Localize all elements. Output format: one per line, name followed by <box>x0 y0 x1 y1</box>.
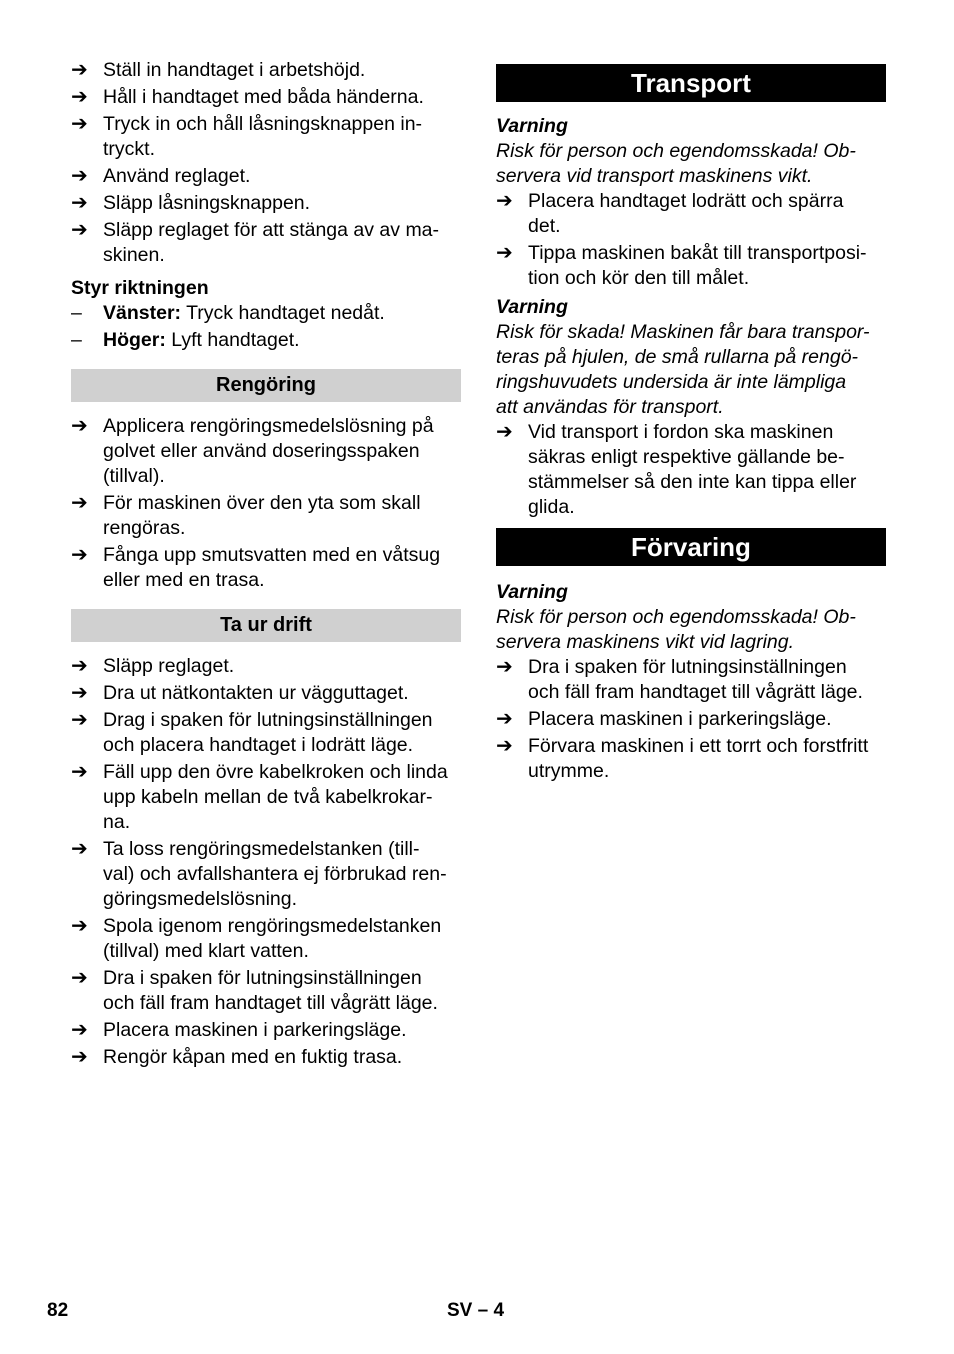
list-item <box>71 543 461 593</box>
arrow-icon: ➔ <box>496 421 513 443</box>
list-item <box>71 164 461 189</box>
shutdown-heading: Ta ur drift <box>71 609 461 642</box>
arrow-icon: ➔ <box>71 761 88 783</box>
list-item <box>71 681 461 706</box>
list-item-text: Tryck in och håll låsningsknappen in- tryckt. <box>103 113 423 160</box>
list-item <box>71 708 461 758</box>
list-item <box>71 1018 461 1043</box>
list-item-text: Drag i spaken för lutningsinställningen och placera handtaget i lodrätt läge. <box>103 709 433 756</box>
list-item-text: Dra i spaken för lutningsinställningen och fäll fram handtaget till vågrätt läge. <box>103 967 438 1014</box>
list-item-text: Dra i spaken för lutningsinställningen och fäll fram handtaget till vågrätt läge. <box>528 656 863 703</box>
storage-heading: Förvaring <box>496 528 886 566</box>
list-item <box>496 189 886 239</box>
list-item-text: Ställ in handtaget i arbetshöjd. <box>103 59 366 81</box>
dash-icon: – <box>71 302 82 324</box>
list-item-text: Släpp låsningsknappen. <box>103 192 311 214</box>
arrow-icon: ➔ <box>71 838 88 860</box>
warning-text: Risk för person och egendomsskada! Ob- servera maskinens vikt vid lagring. <box>496 606 856 653</box>
list-item <box>71 191 461 216</box>
arrow-icon: ➔ <box>71 86 88 108</box>
arrow-icon: ➔ <box>71 544 88 566</box>
list-item-text: Spola igenom rengöringsmedelstanken (tillval) med klart vatten. <box>103 915 442 962</box>
list-item-label: Höger: <box>103 329 166 351</box>
shutdown-list <box>71 654 461 1070</box>
dash-icon: – <box>71 329 82 351</box>
arrow-icon: ➔ <box>71 709 88 731</box>
list-item <box>496 655 886 705</box>
arrow-icon: ➔ <box>71 192 88 214</box>
list-item <box>71 837 461 912</box>
steer-heading: Styr riktningen <box>71 277 209 299</box>
warning-text: Risk för person och egendomsskada! Ob- servera vid transport maskinens vikt. <box>496 140 856 187</box>
cleaning-list <box>71 414 461 593</box>
list-item-text: För maskinen över den yta som skall rengöras. <box>103 492 421 539</box>
list-item <box>71 966 461 1016</box>
list-item <box>71 301 461 326</box>
warning-text: Risk för skada! Maskinen får bara transpor- teras på hjulen, de små rullarna på rengö- ringshuvudets undersida är inte lämpliga att användas för transport. <box>496 321 870 418</box>
list-item-text: Lyft handtaget. <box>165 329 300 351</box>
list-item-text: Vid transport i fordon ska maskinen säkras enligt respektive gällande be- stämmelser så den inte kan tippa eller glida. <box>528 421 857 518</box>
list-item <box>71 218 461 268</box>
list-item-text: Använd reglaget. <box>103 165 251 187</box>
arrow-icon: ➔ <box>71 1019 88 1041</box>
list-item <box>71 491 461 541</box>
list-item <box>496 241 886 291</box>
arrow-icon: ➔ <box>71 165 88 187</box>
arrow-icon: ➔ <box>71 967 88 989</box>
arrow-icon: ➔ <box>71 1046 88 1068</box>
intro-list <box>71 58 461 268</box>
list-item-text: Ta loss rengöringsmedelstanken (till- val) och avfallshantera ej förbrukad ren- göringsmedelslösning. <box>103 838 447 910</box>
right-column <box>496 58 886 786</box>
list-item-text: Släpp reglaget. <box>103 655 235 677</box>
arrow-icon: ➔ <box>71 219 88 241</box>
list-item-text: Förvara maskinen i ett torrt och forstfritt utrymme. <box>528 735 869 782</box>
list-item-text: Placera maskinen i parkeringsläge. <box>528 708 832 730</box>
list-item-text: Håll i handtaget med båda händerna. <box>103 86 424 108</box>
list-item-label: Vänster: <box>103 302 182 324</box>
list-item <box>71 1045 461 1070</box>
list-item-text: Tippa maskinen bakåt till transportposi- tion och kör den till målet. <box>528 242 867 289</box>
list-item-text: Applicera rengöringsmedelslösning på golvet eller använd doseringsspaken (tillval). <box>103 415 434 487</box>
list-item <box>71 760 461 835</box>
list-item <box>71 112 461 162</box>
list-item <box>71 654 461 679</box>
arrow-icon: ➔ <box>71 655 88 677</box>
list-item <box>496 707 886 732</box>
list-item <box>71 58 461 83</box>
list-item-text: Släpp reglaget för att stänga av av ma- skinen. <box>103 219 440 266</box>
warning-label: Varning <box>496 581 568 603</box>
transport-list-2 <box>496 420 886 520</box>
arrow-icon: ➔ <box>496 735 513 757</box>
list-item-text: Placera maskinen i parkeringsläge. <box>103 1019 407 1041</box>
arrow-icon: ➔ <box>496 242 513 264</box>
list-item-text: Placera handtaget lodrätt och spärra det. <box>528 190 844 237</box>
arrow-icon: ➔ <box>71 915 88 937</box>
section-label: SV – 4 <box>447 1300 505 1321</box>
list-item <box>71 914 461 964</box>
arrow-icon: ➔ <box>496 708 513 730</box>
list-item-text: Dra ut nätkontakten ur vägguttaget. <box>103 682 409 704</box>
warning-label: Varning <box>496 115 568 137</box>
cleaning-heading: Rengöring <box>71 369 461 402</box>
arrow-icon: ➔ <box>71 113 88 135</box>
arrow-icon: ➔ <box>496 190 513 212</box>
list-item <box>496 420 886 520</box>
storage-list <box>496 655 886 784</box>
list-item <box>71 328 461 353</box>
list-item <box>71 414 461 489</box>
left-column <box>71 58 461 1072</box>
list-item-text: Rengör kåpan med en fuktig trasa. <box>103 1046 403 1068</box>
list-item-text: Tryck handtaget nedåt. <box>181 302 385 324</box>
list-item <box>71 85 461 110</box>
steer-list <box>71 301 461 353</box>
warning-label: Varning <box>496 296 568 318</box>
transport-list-1 <box>496 189 886 291</box>
arrow-icon: ➔ <box>71 682 88 704</box>
arrow-icon: ➔ <box>71 415 88 437</box>
list-item-text: Fånga upp smutsvatten med en våtsug eller med en trasa. <box>103 544 441 591</box>
arrow-icon: ➔ <box>71 59 88 81</box>
list-item-text: Fäll upp den övre kabelkroken och linda upp kabeln mellan de två kabelkrokar- na. <box>103 761 448 833</box>
transport-heading: Transport <box>496 64 886 102</box>
arrow-icon: ➔ <box>71 492 88 514</box>
arrow-icon: ➔ <box>496 656 513 678</box>
page-number: 82 <box>47 1300 69 1321</box>
list-item <box>496 734 886 784</box>
